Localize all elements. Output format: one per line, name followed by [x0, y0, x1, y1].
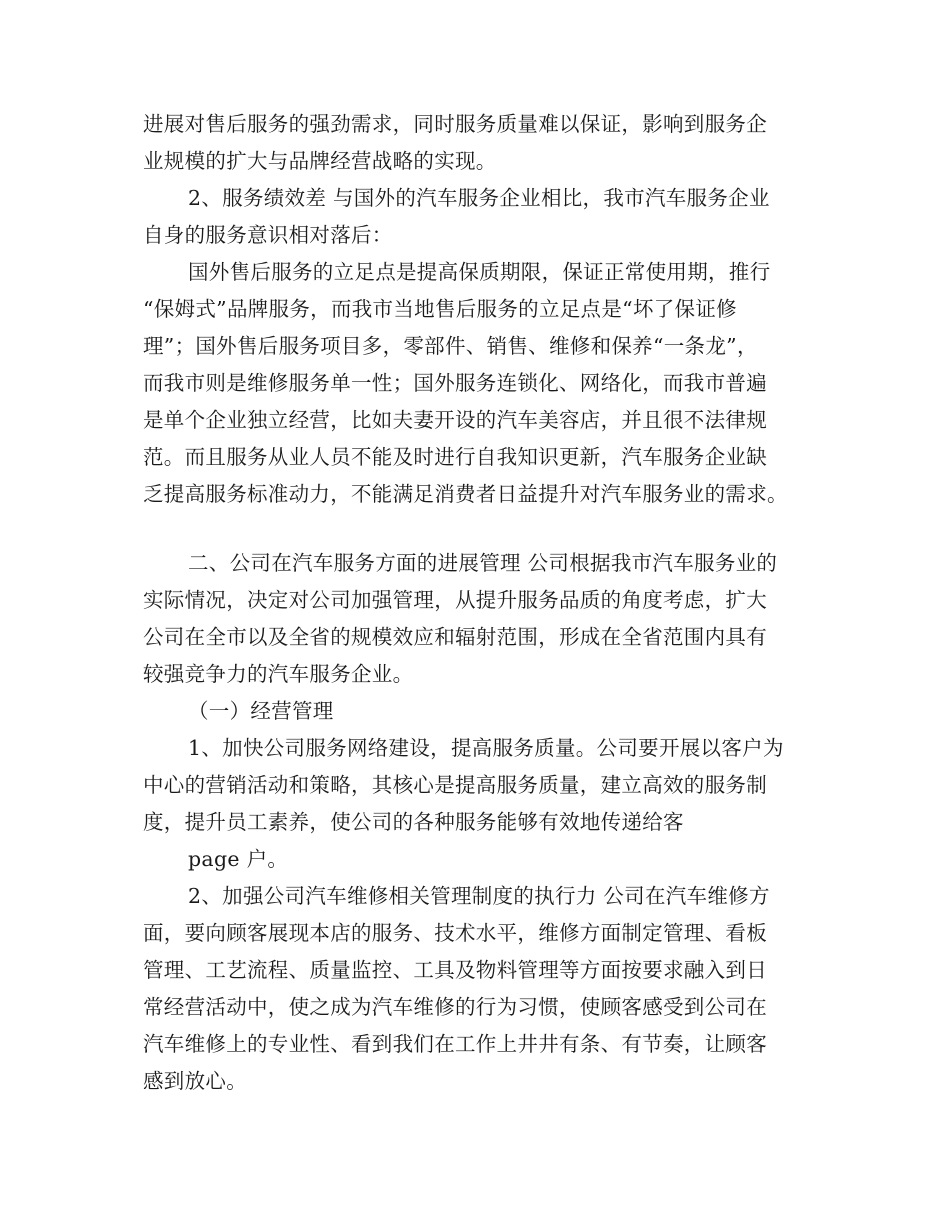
text-line: “保姆式”品牌服务，而我市当地售后服务的立足点是“坏了保证修	[143, 297, 737, 321]
text-line: 2、服务绩效差 与国外的汽车服务企业相比，我市汽车服务企业	[188, 186, 770, 210]
text-line: 乏提高服务标准动力，不能满足消费者日益提升对汽车服务业的需求。	[143, 482, 788, 506]
text-line: 管理、工艺流程、质量监控、工具及物料管理等方面按要求融入到日	[143, 958, 767, 982]
text-line: 1、加快公司服务网络建设，提高服务质量。公司要开展以客户为	[188, 736, 784, 760]
text-line: 汽车维修上的专业性、看到我们在工作上井井有条、有节奏，让顾客	[143, 1032, 767, 1056]
text-line: 国外售后服务的立足点是提高保质期限，保证正常使用期，推行	[188, 260, 771, 284]
section-heading-line: 二、公司在汽车服务方面的进展管理 公司根据我市汽车服务业的	[188, 551, 778, 575]
text-line: 度，提升员工素养，使公司的各种服务能够有效地传递给客	[143, 810, 684, 834]
text-line: 进展对售后服务的强劲需求，同时服务质量难以保证，影响到服务企	[143, 112, 767, 136]
text-line: 业规模的扩大与品牌经营战略的实现。	[143, 149, 497, 173]
subsection-heading: （一）经营管理	[188, 699, 334, 723]
text-line: 是单个企业独立经营，比如夫妻开设的汽车美容店，并且很不法律规	[143, 408, 767, 432]
text-line: 范。而且服务从业人员不能及时进行自我知识更新，汽车服务企业缺	[143, 445, 767, 469]
text-line: 感到放心。	[143, 1069, 247, 1093]
text-line: 较强竞争力的汽车服务企业。	[143, 662, 414, 686]
text-line: 理”；国外售后服务项目多，零部件、销售、维修和保养“一条龙”，	[143, 334, 758, 358]
text-line: 公司在全市以及全省的规模效应和辐射范围，形成在全省范围内具有	[143, 625, 767, 649]
document-body	[143, 106, 808, 1100]
text-line: 实际情况，决定对公司加强管理，从提升服务品质的角度考虑，扩大	[143, 588, 767, 612]
text-line: 中心的营销活动和策略，其核心是提高服务质量，建立高效的服务制	[143, 773, 767, 797]
text-line: 常经营活动中，使之成为汽车维修的行为习惯，使顾客感受到公司在	[143, 995, 767, 1019]
paragraph-gap	[143, 513, 808, 545]
text-line: 面，要向顾客展现本店的服务、技术水平，维修方面制定管理、看板	[143, 921, 767, 945]
text-line: 2、加强公司汽车维修相关管理制度的执行力 公司在汽车维修方	[188, 884, 770, 908]
text-line: 自身的服务意识相对落后：	[143, 223, 393, 247]
text-line: page 户。	[188, 847, 289, 871]
text-line: 而我市则是维修服务单一性；国外服务连锁化、网络化，而我市普遍	[143, 371, 767, 395]
